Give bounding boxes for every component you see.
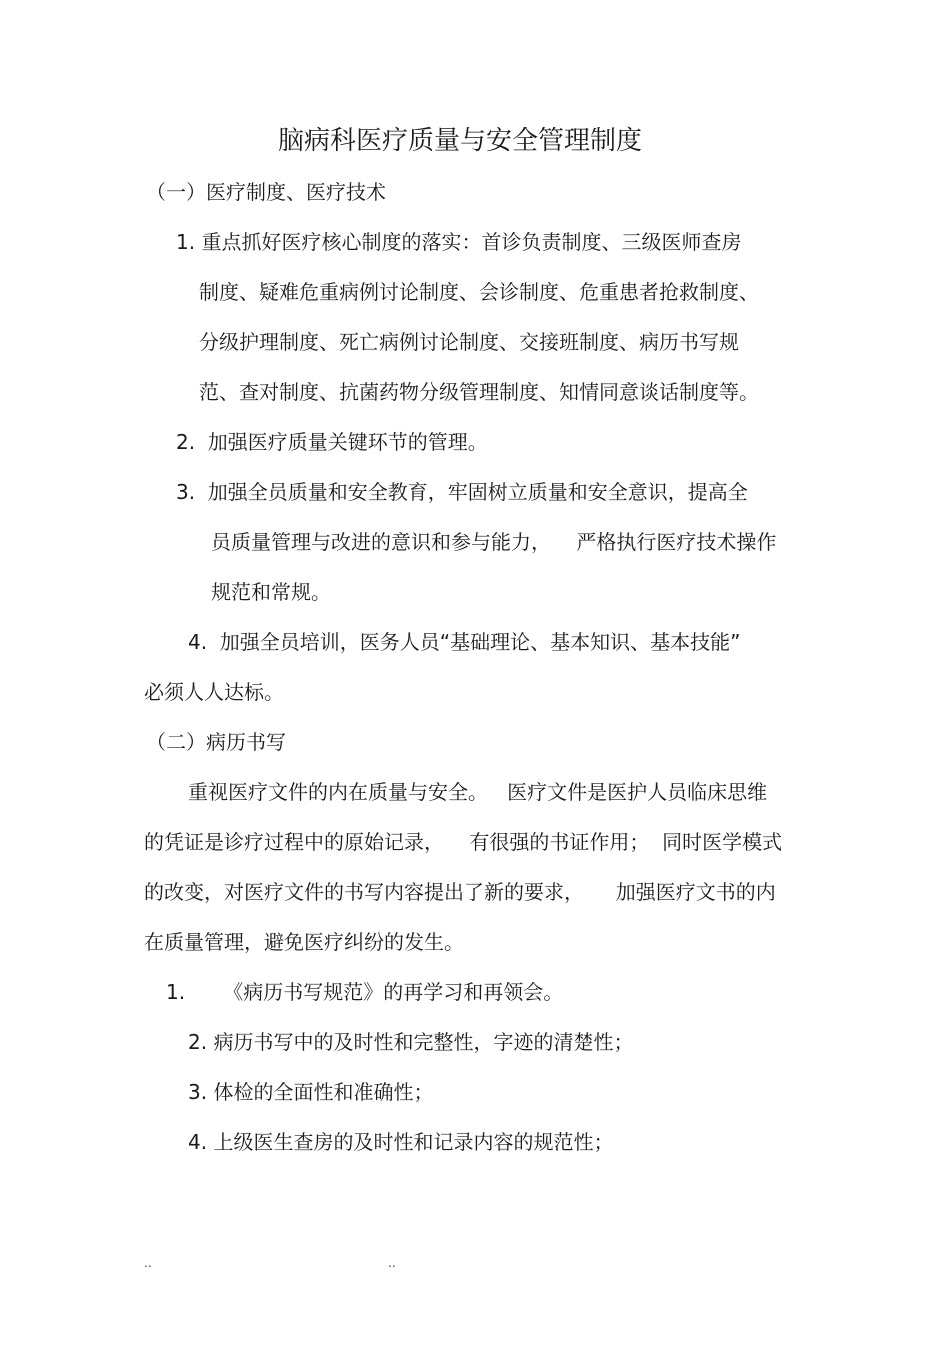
section2-item1: 1. 《病历书写规范》的再学习和再领会。 [166, 980, 564, 1004]
section1-item4-line2: 必须人人达标。 [144, 680, 284, 704]
section2-heading: （二）病历书写 [146, 730, 286, 754]
section2-item4: 4. 上级医生查房的及时性和记录内容的规范性； [188, 1130, 614, 1154]
section1-item1-line3: 分级护理制度、死亡病例讨论制度、交接班制度、病历书写规 [199, 330, 739, 354]
footer-center-mark: .. [388, 1256, 396, 1270]
section2-para-line1: 重视医疗文件的内在质量与安全。 医疗文件是医护人员临床思维 [188, 780, 768, 804]
section1-item3-line3: 规范和常规。 [211, 580, 331, 604]
footer-left-mark: .. [144, 1256, 152, 1270]
section1-item4-line1: 4. 加强全员培训，医务人员“基础理论、基本知识、基本技能” [188, 630, 741, 654]
section1-item1-line4: 范、查对制度、抗菌药物分级管理制度、知情同意谈话制度等。 [199, 380, 759, 404]
section2-para-line3: 的改变，对医疗文件的书写内容提出了新的要求， 加强医疗文书的内 [144, 880, 776, 904]
section1-item3-line1: 3. 加强全员质量和安全教育，牢固树立质量和安全意识，提高全 [176, 480, 748, 504]
document-title: 脑病科医疗质量与安全管理制度 [277, 126, 642, 156]
section1-item1-line2: 制度、疑难危重病例讨论制度、会诊制度、危重患者抢救制度、 [199, 280, 759, 304]
section1-item1-line1: 1. 重点抓好医疗核心制度的落实：首诊负责制度、三级医师查房 [176, 230, 742, 254]
section2-item2: 2. 病历书写中的及时性和完整性，字迹的清楚性； [188, 1030, 634, 1054]
section1-item2: 2. 加强医疗质量关键环节的管理。 [176, 430, 488, 454]
section1-heading: （一）医疗制度、医疗技术 [146, 180, 386, 204]
section2-item3: 3. 体检的全面性和准确性； [188, 1080, 434, 1104]
section2-para-line2: 的凭证是诊疗过程中的原始记录， 有很强的书证作用； 同时医学模式 [144, 830, 783, 854]
section1-item3-line2: 员质量管理与改进的意识和参与能力， 严格执行医疗技术操作 [211, 530, 777, 554]
section2-para-line4: 在质量管理，避免医疗纠纷的发生。 [144, 930, 464, 954]
